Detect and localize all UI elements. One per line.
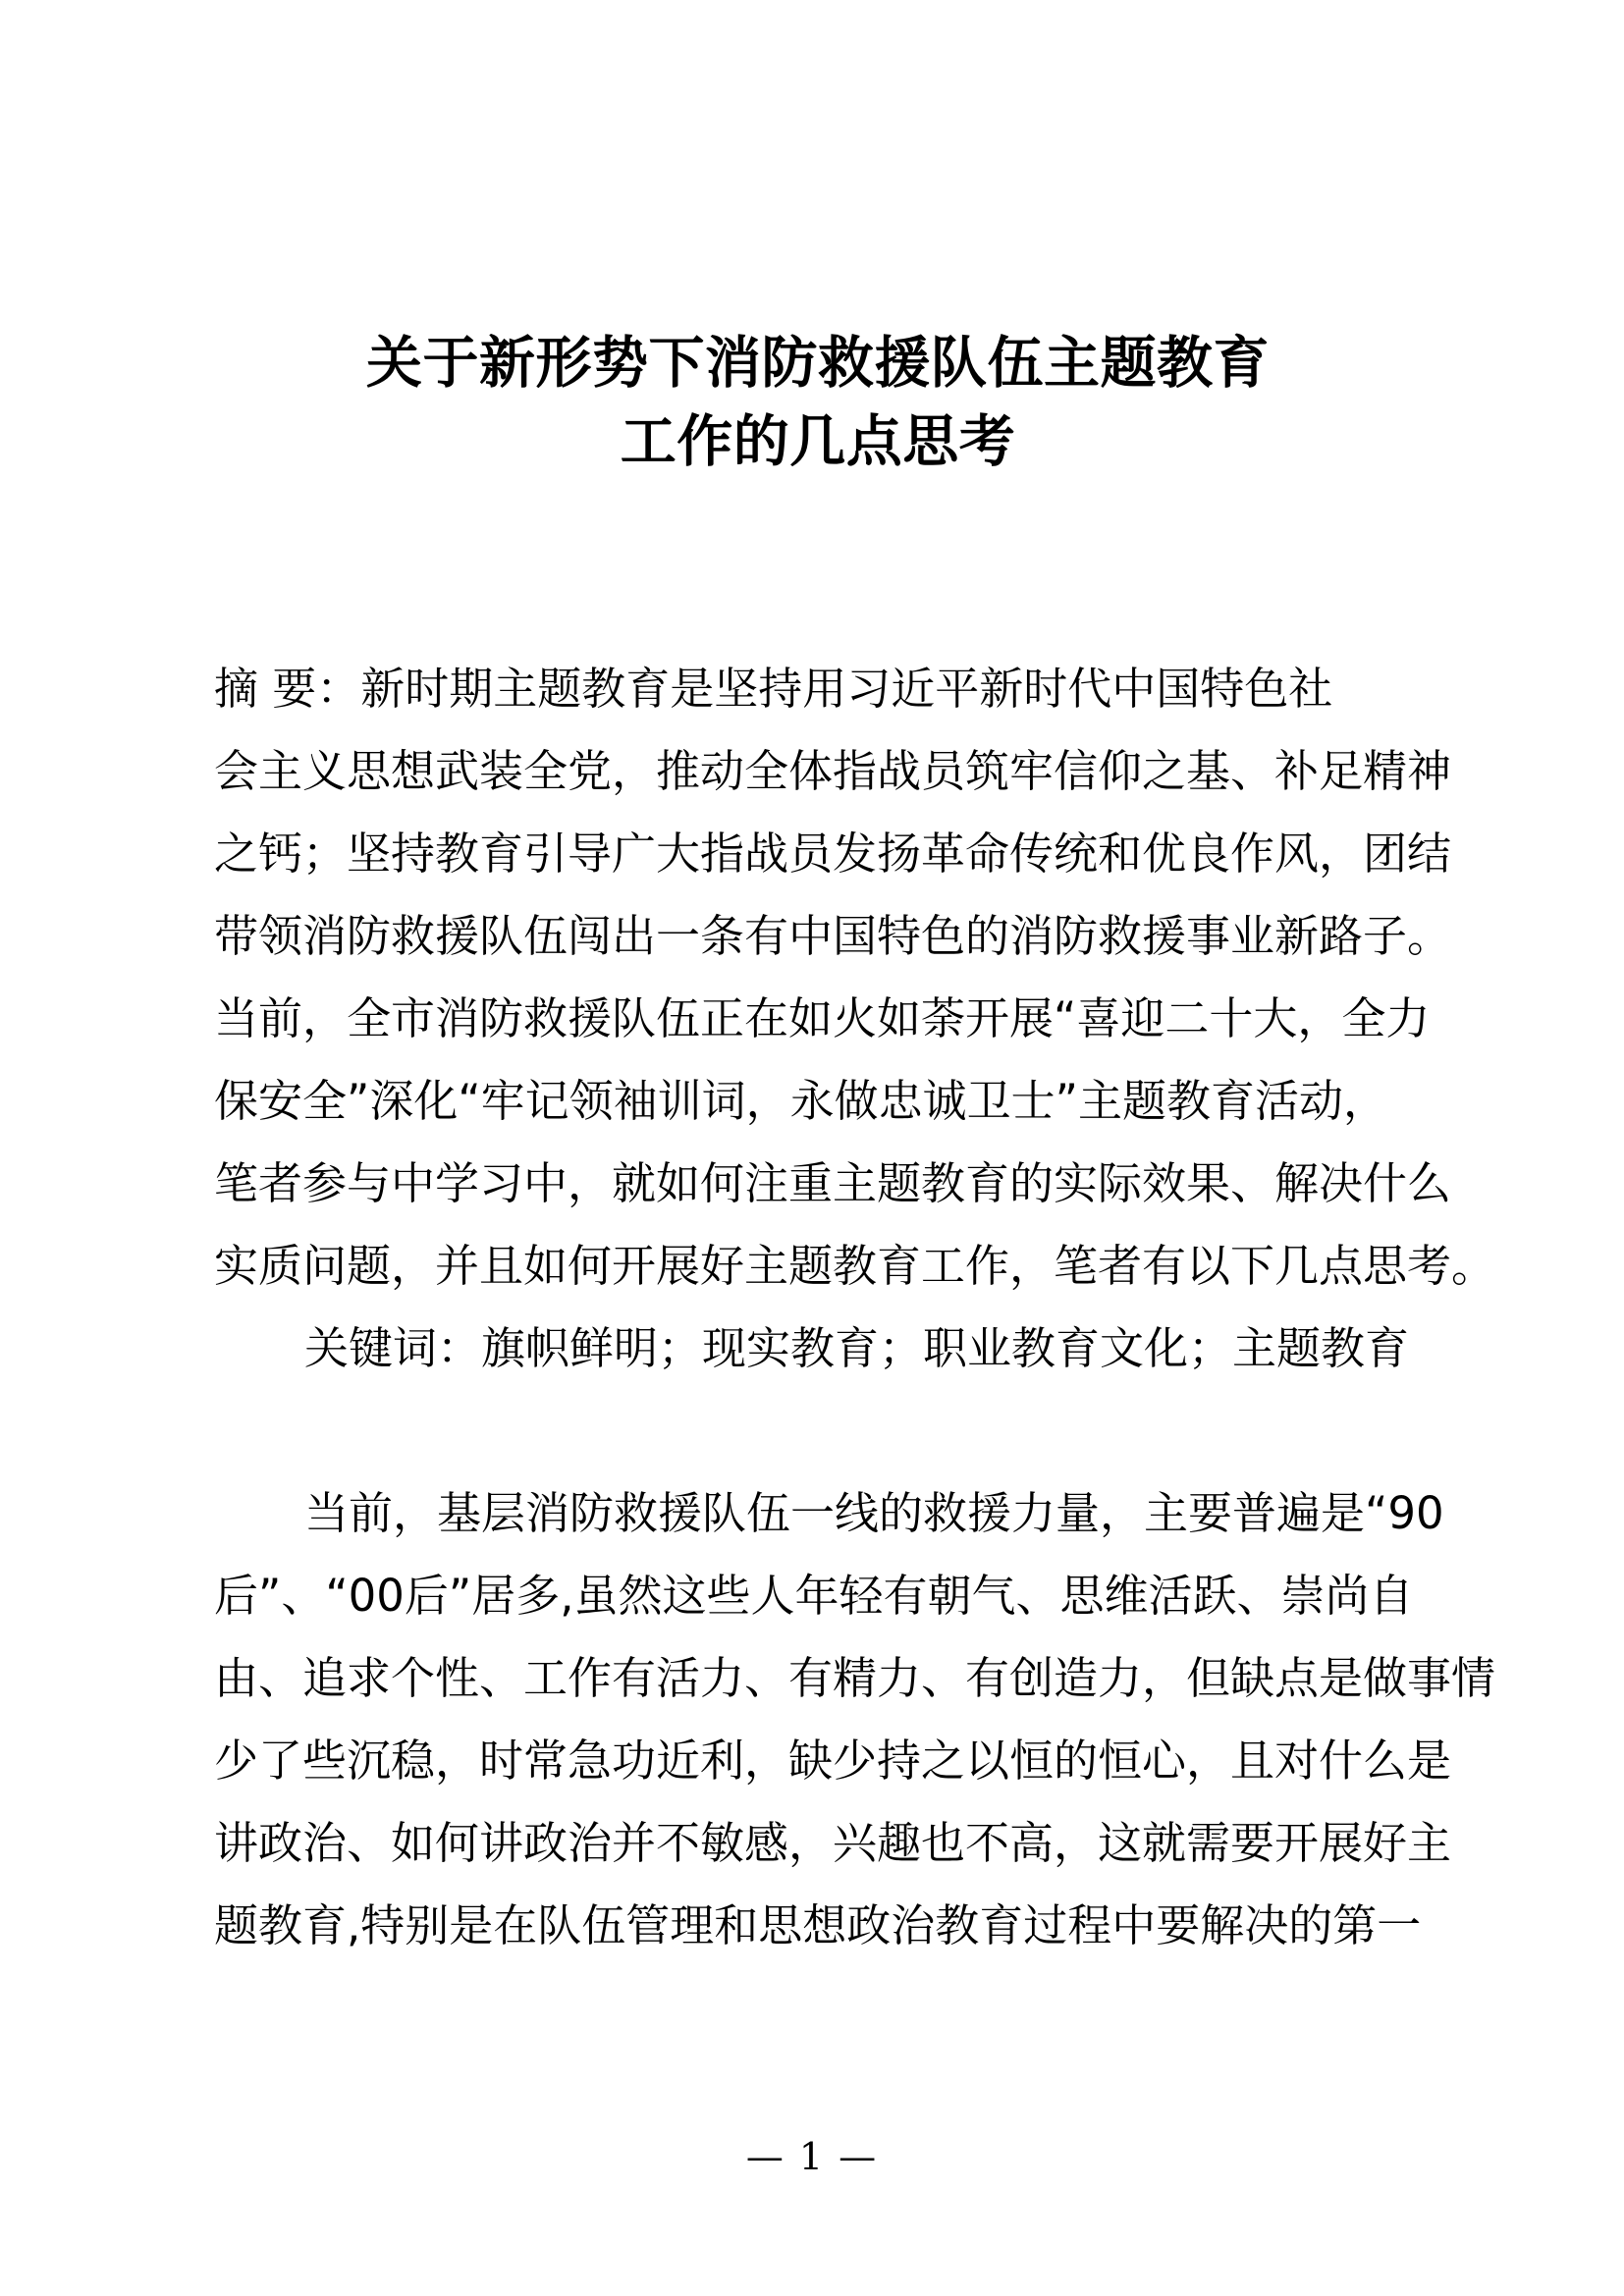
abstract-line-4: 带领消防救援队伍闯出一条有中国特色的消防救援事业新路子。 <box>214 910 1452 962</box>
abstract-line-6: 保安全”深化“牢记领袖训词，永做忠诚卫士”主题教育活动， <box>214 1075 1387 1127</box>
body-paragraph-1 <box>214 1472 1496 1967</box>
body-p1-line-4: 少了些沉稳，时常急功近利，缺少持之以恒的恒心，且对什么是 <box>214 1735 1452 1787</box>
body-p1-line-1-text: 当前，基层消防救援队伍一线的救援力量，主要普遍是“90 <box>304 1487 1444 1539</box>
abstract-line-2: 会主义思想武装全党，推动全体指战员筑牢信仰之基、补足精神 <box>214 745 1452 797</box>
body-p1-line-6: 题教育,特别是在队伍管理和思想政治教育过程中要解决的第一 <box>214 1899 1422 1951</box>
paragraph-spacer <box>214 1390 1424 1472</box>
keywords-line <box>214 1308 1424 1390</box>
abstract-line-7: 笔者参与中学习中，就如何注重主题教育的实际效果、解决什么 <box>214 1157 1452 1209</box>
page-number-footer: — 1 — <box>745 2135 879 2178</box>
abstract-line-1: 摘 要：新时期主题教育是坚持用习近平新时代中国特色社 <box>214 663 1333 715</box>
title-line-1: 关于新形势下消防救援队伍主题教育 <box>366 331 1270 397</box>
keywords-text: 关键词：旗帜鲜明；现实教育；职业教育文化；主题教育 <box>304 1322 1410 1374</box>
keywords-paragraph <box>214 1308 1424 1390</box>
page-title <box>214 324 1422 481</box>
abstract-line-3: 之钙；坚持教育引导广大指战员发扬革命传统和优良作风，团结 <box>214 828 1452 880</box>
abstract-line-8: 实质问题，并且如何开展好主题教育工作，笔者有以下几点思考。 <box>214 1240 1496 1292</box>
abstract-paragraph <box>214 648 1496 1308</box>
body-p1-line-1 <box>214 1472 1444 1555</box>
abstract-line-5: 当前，全市消防救援队伍正在如火如荼开展“喜迎二十大，全力 <box>214 992 1431 1044</box>
body-p1-line-2: 后”、“00后”居多,虽然这些人年轻有朝气、思维活跃、崇尚自 <box>214 1570 1414 1622</box>
title-line-2: 工作的几点思考 <box>620 409 1016 475</box>
document-body <box>214 648 1496 1967</box>
body-p1-line-5: 讲政治、如何讲政治并不敏感，兴趣也不高，这就需要开展好主 <box>214 1817 1452 1869</box>
body-p1-line-3: 由、追求个性、工作有活力、有精力、有创造力，但缺点是做事情 <box>214 1652 1496 1704</box>
